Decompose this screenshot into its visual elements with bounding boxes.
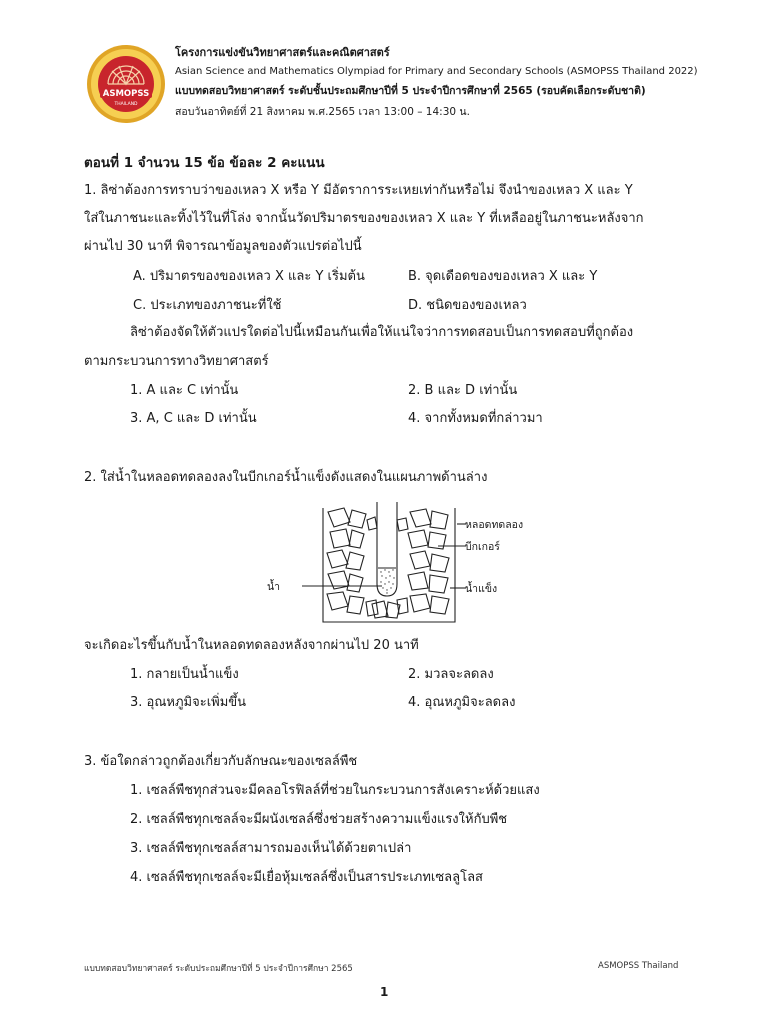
- q1-variable-c: C. ประเภทของภาชนะที่ใช้: [133, 298, 282, 313]
- asmopss-logo: [86, 44, 166, 124]
- q3-option-4[interactable]: 4. เซลล์พืชทุกเซลล์จะมีเยื่อหุ้มเซลล์ซึ่งเป็นสารประเภทเซลลูโลส: [130, 870, 483, 885]
- q1-line-4: ลิซ่าต้องจัดให้ตัวแปรใดต่อไปนี้เหมือนกันเพื่อให้แน่ใจว่าการทดสอบเป็นการทดสอบที่ถูกต้อง: [130, 325, 634, 340]
- header-english-name: Asian Science and Mathematics Olympiad for Primary and Secondary Schools (ASMOPSS Thailand 2022): [175, 66, 698, 77]
- header-exam-title: แบบทดสอบวิทยาศาสตร์ ระดับชั้นประถมศึกษาปีที่ 5 ประจำปีการศึกษาที่ 2565 (รอบคัดเลือกระดับชาติ): [175, 85, 646, 97]
- q1-variable-b: B. จุดเดือดของของเหลว X และ Y: [408, 269, 598, 284]
- q1-option-2[interactable]: 2. B และ D เท่านั้น: [408, 383, 518, 398]
- footer-left: แบบทดสอบวิทยาศาสตร์ ระดับประถมศึกษาปีที่ 5 ประจำปีการศึกษา 2565: [84, 964, 353, 974]
- q2-option-2[interactable]: 2. มวลจะลดลง: [408, 667, 494, 682]
- q1-option-3[interactable]: 3. A, C และ D เท่านั้น: [130, 411, 257, 426]
- q2-line-1: 2. ใส่น้ำในหลอดทดลองลงในบีกเกอร์น้ำแข็งดังแสดงในแผนภาพด้านล่าง: [84, 470, 488, 485]
- q1-variable-a: A. ปริมาตรของของเหลว X และ Y เริ่มต้น: [133, 269, 365, 284]
- label-beaker: บีกเกอร์: [465, 541, 500, 553]
- footer-right: ASMOPSS Thailand: [598, 961, 679, 971]
- q1-option-1[interactable]: 1. A และ C เท่านั้น: [130, 383, 239, 398]
- test-tube-outline: [377, 502, 397, 596]
- q2-option-1[interactable]: 1. กลายเป็นน้ำแข็ง: [130, 667, 239, 682]
- ice-beaker-illustration: [260, 498, 580, 628]
- q1-line-2: ใส่ในภาชนะและทิ้งไว้ในที่โล่ง จากนั้นวัดปริมาตรของของเหลว X และ Y ที่เหลืออยู่ในภาชนะหลังจาก: [84, 211, 644, 226]
- q1-variable-d: D. ชนิดของของเหลว: [408, 298, 527, 313]
- q1-line-1: 1. ลิซ่าต้องการทราบว่าของเหลว X หรือ Y มีอัตราการระเหยเท่ากันหรือไม่ จึงนำของเหลว X และ Y: [84, 183, 633, 198]
- q3-option-2[interactable]: 2. เซลล์พืชทุกเซลล์จะมีผนังเซลล์ซึ่งช่วยสร้างความแข็งแรงให้กับพืช: [130, 812, 508, 827]
- q1-line-3: ผ่านไป 30 นาที พิจารณาข้อมูลของตัวแปรต่อไปนี้: [84, 239, 362, 254]
- label-ice: น้ำแข็ง: [465, 583, 498, 595]
- ice-beaker-diagram: [260, 498, 580, 628]
- logo-text: ASMOPSS: [102, 89, 150, 99]
- header-exam-date: สอบวันอาทิตย์ที่ 21 สิงหาคม พ.ศ.2565 เวลา 13:00 – 14:30 น.: [175, 106, 470, 118]
- q1-option-4[interactable]: 4. จากทั้งหมดที่กล่าวมา: [408, 411, 543, 426]
- q2-option-3[interactable]: 3. อุณหภูมิจะเพิ่มขึ้น: [130, 695, 247, 710]
- q2-option-4[interactable]: 4. อุณหภูมิจะลดลง: [408, 695, 516, 710]
- q2-line-2: จะเกิดอะไรขึ้นกับน้ำในหลอดทดลองหลังจากผ่านไป 20 นาที: [84, 638, 419, 653]
- q1-line-5: ตามกระบวนการทางวิทยาศาสตร์: [84, 354, 269, 369]
- label-test-tube: หลอดทดลอง: [465, 519, 524, 531]
- q3-option-1[interactable]: 1. เซลล์พืชทุกส่วนจะมีคลอโรฟิลล์ที่ช่วยในกระบวนการสังเคราะห์ด้วยแสง: [130, 783, 540, 798]
- q3-option-3[interactable]: 3. เซลล์พืชทุกเซลล์สามารถมองเห็นได้ด้วยตาเปล่า: [130, 841, 412, 856]
- exam-header: [175, 44, 735, 122]
- label-water: น้ำ: [267, 581, 281, 593]
- header-project-name: โครงการแข่งขันวิทยาศาสตร์และคณิตศาสตร์: [175, 46, 390, 59]
- section-title: ตอนที่ 1 จำนวน 15 ข้อ ข้อละ 2 คะแนน: [84, 155, 325, 171]
- q3-line-1: 3. ข้อใดกล่าวถูกต้องเกี่ยวกับลักษณะของเซลล์พืช: [84, 754, 358, 769]
- logo-subtext: THAILAND: [114, 102, 138, 107]
- page-number: 1: [380, 985, 389, 999]
